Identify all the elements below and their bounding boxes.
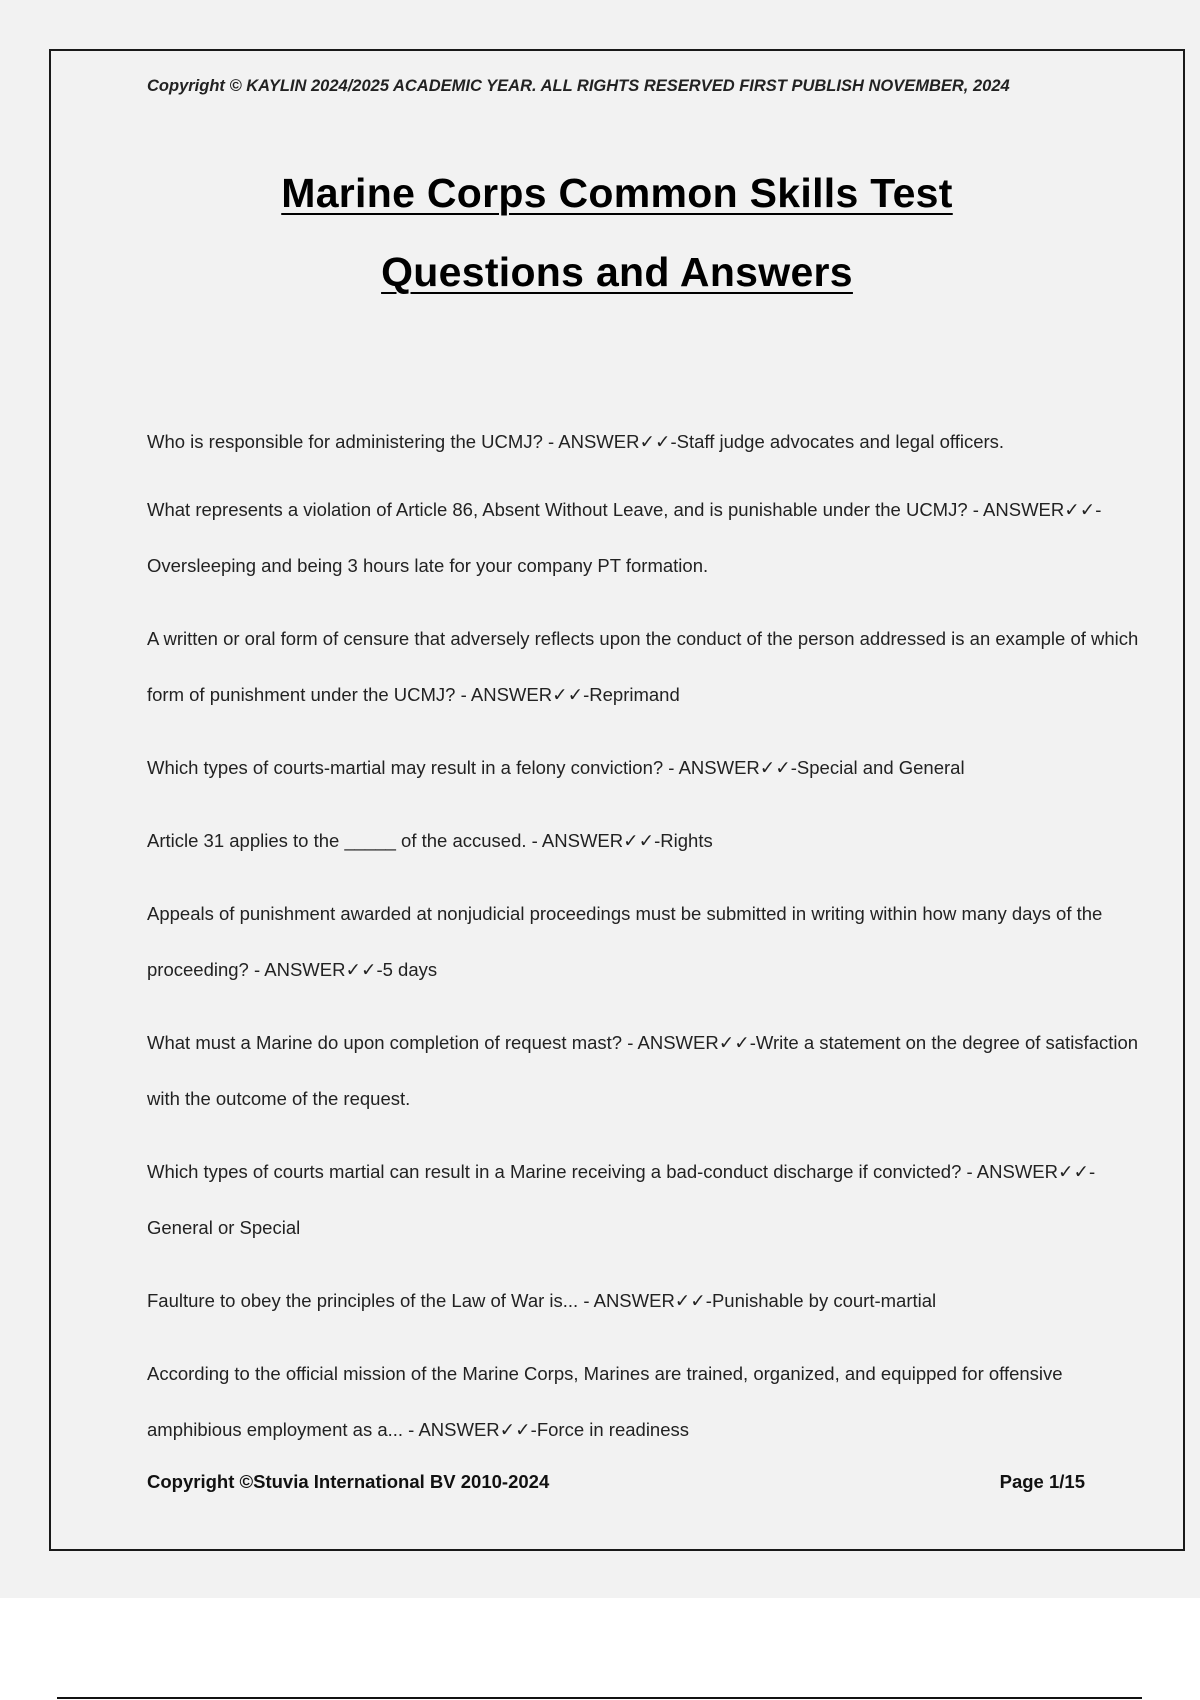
title-line-2: Questions and Answers bbox=[381, 249, 853, 295]
divider bbox=[57, 1697, 1142, 1699]
qa-item: A written or oral form of censure that adversely reflects upon the conduct of the person addressed is an example of which form of punishment under the UCMJ? - ANSWER✓✓-Reprimand bbox=[147, 628, 1139, 705]
qa-item: According to the official mission of the Marine Corps, Marines are trained, organized, and equipped for offensive amphibious employment as a... - ANSWER✓✓-Force in readiness bbox=[147, 1363, 1063, 1440]
qa-list bbox=[147, 414, 1147, 1475]
qa-item: Who is responsible for administering the UCMJ? - ANSWER✓✓-Staff judge advocates and legal officers. bbox=[147, 431, 1005, 452]
header-copyright: Copyright © KAYLIN 2024/2025 ACADEMIC YEAR. ALL RIGHTS RESERVED FIRST PUBLISH NOVEMBER, 2024 bbox=[147, 77, 1010, 95]
qa-item: What must a Marine do upon completion of request mast? - ANSWER✓✓-Write a statement on the degree of satisfaction with the outcome of the request. bbox=[147, 1032, 1139, 1109]
title-line-1: Marine Corps Common Skills Test bbox=[281, 170, 953, 216]
page-frame bbox=[49, 49, 1185, 1551]
qa-item: Which types of courts martial can result in a Marine receiving a bad-conduct discharge if convicted? - ANSWER✓✓-General or Special bbox=[147, 1161, 1096, 1238]
qa-item: Faulture to obey the principles of the Law of War is... - ANSWER✓✓-Punishable by court-martial bbox=[147, 1290, 937, 1311]
qa-item: What represents a violation of Article 86, Absent Without Leave, and is punishable under the UCMJ? - ANSWER✓✓-Oversleeping and being 3 hours late for your company PT formation. bbox=[147, 499, 1102, 576]
qa-item: Article 31 applies to the _____ of the accused. - ANSWER✓✓-Rights bbox=[147, 830, 713, 851]
page-number: Page 1/15 bbox=[999, 1471, 1085, 1492]
document-title bbox=[51, 170, 1183, 295]
qa-item: Which types of courts-martial may result in a felony conviction? - ANSWER✓✓-Special and General bbox=[147, 757, 965, 778]
qa-item: Appeals of punishment awarded at nonjudicial proceedings must be submitted in writing within how many days of the proceeding? - ANSWER✓✓-5 days bbox=[147, 903, 1103, 980]
footer-copyright: Copyright ©Stuvia International BV 2010-2024 bbox=[147, 1471, 550, 1492]
